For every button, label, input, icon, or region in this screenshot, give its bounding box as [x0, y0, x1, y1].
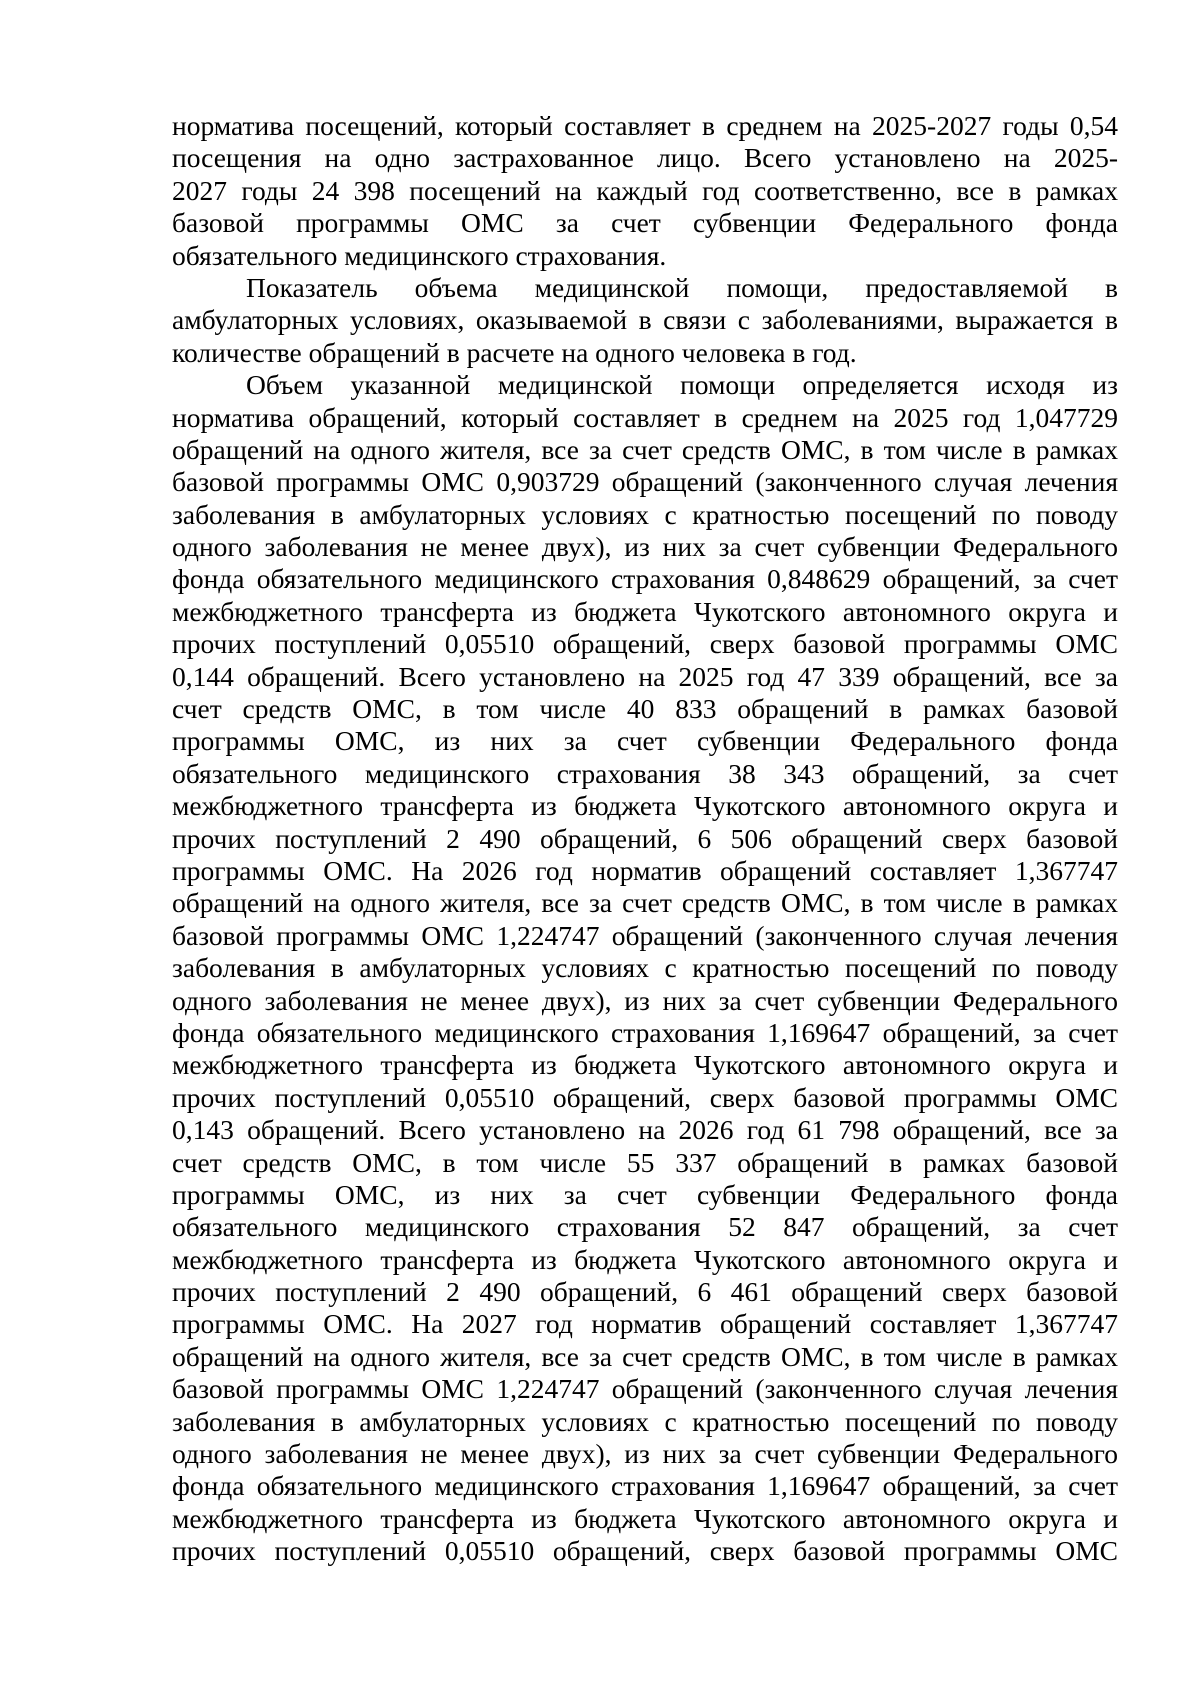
text-line: счет средств ОМС, в том числе 55 337 обращений в рамках базовой — [172, 1146, 1118, 1178]
text-line: 0,144 обращений. Всего установлено на 2025 год 47 339 обращений, все за — [172, 660, 1118, 692]
text-line: базовой программы ОМС 1,224747 обращений (законченного случая лечения — [172, 1373, 1118, 1405]
text-line: базовой программы ОМС 0,903729 обращений (законченного случая лечения — [172, 466, 1118, 498]
text-line: 0,143 обращений. Всего установлено на 2026 год 61 798 обращений, все за — [172, 1114, 1118, 1146]
paragraph-first-line: Объем указанной медицинской помощи определяется исходя из — [246, 369, 1118, 401]
text-line: одного заболевания не менее двух), из них за счет субвенции Федерального — [172, 531, 1118, 563]
text-line: фонда обязательного медицинского страхования 1,169647 обращений, за счет — [172, 1470, 1118, 1502]
paragraph-first-line: Показатель объема медицинской помощи, предоставляемой в — [246, 271, 1118, 303]
text-line: обращений на одного жителя, все за счет средств ОМС, в том числе в рамках — [172, 1340, 1118, 1372]
text-line: программы ОМС, из них за счет субвенции Федерального фонда — [172, 725, 1118, 757]
text-line: заболевания в амбулаторных условиях с кратностью посещений по поводу — [172, 498, 1118, 530]
text-line: одного заболевания не менее двух), из них за счет субвенции Федерального — [172, 1438, 1118, 1470]
text-line: межбюджетного трансферта из бюджета Чукотского автономного округа и — [172, 1243, 1118, 1275]
text-line: программы ОМС. На 2026 год норматив обращений составляет 1,367747 — [172, 854, 1118, 886]
text-line: межбюджетного трансферта из бюджета Чукотского автономного округа и — [172, 595, 1118, 627]
text-line: базовой программы ОМС 1,224747 обращений (законченного случая лечения — [172, 919, 1118, 951]
text-line: межбюджетного трансферта из бюджета Чукотского автономного округа и — [172, 1049, 1118, 1081]
text-line: 2027 годы 24 398 посещений на каждый год соответственно, все в рамках — [172, 174, 1118, 206]
text-line: фонда обязательного медицинского страхования 1,169647 обращений, за счет — [172, 1016, 1118, 1048]
text-line: базовой программы ОМС за счет субвенции Федерального фонда — [172, 207, 1118, 239]
text-line: прочих поступлений 0,05510 обращений, сверх базовой программы ОМС — [172, 628, 1118, 660]
text-line: норматива обращений, который составляет в среднем на 2025 год 1,047729 — [172, 401, 1118, 433]
text-line: обязательного медицинского страхования. — [172, 239, 667, 271]
text-line: обязательного медицинского страхования 52 847 обращений, за счет — [172, 1211, 1118, 1243]
text-line: количестве обращений в расчете на одного человека в год. — [172, 336, 857, 368]
text-line: счет средств ОМС, в том числе 40 833 обращений в рамках базовой — [172, 693, 1118, 725]
text-line: прочих поступлений 0,05510 обращений, сверх базовой программы ОМС — [172, 1535, 1118, 1567]
text-line: обращений на одного жителя, все за счет средств ОМС, в том числе в рамках — [172, 433, 1118, 465]
text-line: заболевания в амбулаторных условиях с кратностью посещений по поводу — [172, 1405, 1118, 1437]
text-line: посещения на одно застрахованное лицо. Всего установлено на 2025- — [172, 142, 1118, 174]
text-line: фонда обязательного медицинского страхования 0,848629 обращений, за счет — [172, 563, 1118, 595]
text-line: амбулаторных условиях, оказываемой в связи с заболеваниями, выражается в — [172, 304, 1118, 336]
text-line: межбюджетного трансферта из бюджета Чукотского автономного округа и — [172, 1502, 1118, 1534]
text-line: обязательного медицинского страхования 38 343 обращений, за счет — [172, 757, 1118, 789]
text-line: программы ОМС, из них за счет субвенции Федерального фонда — [172, 1178, 1118, 1210]
text-line: межбюджетного трансферта из бюджета Чукотского автономного округа и — [172, 790, 1118, 822]
text-line: прочих поступлений 2 490 обращений, 6 461 обращений сверх базовой — [172, 1276, 1118, 1308]
text-line: обращений на одного жителя, все за счет средств ОМС, в том числе в рамках — [172, 887, 1118, 919]
text-line: прочих поступлений 2 490 обращений, 6 506 обращений сверх базовой — [172, 822, 1118, 854]
text-line: заболевания в амбулаторных условиях с кратностью посещений по поводу — [172, 952, 1118, 984]
text-line: программы ОМС. На 2027 год норматив обращений составляет 1,367747 — [172, 1308, 1118, 1340]
text-line: прочих поступлений 0,05510 обращений, сверх базовой программы ОМС — [172, 1081, 1118, 1113]
document-body — [172, 110, 1118, 1568]
text-line: одного заболевания не менее двух), из них за счет субвенции Федерального — [172, 984, 1118, 1016]
text-line: норматива посещений, который составляет в среднем на 2025-2027 годы 0,54 — [172, 110, 1118, 141]
